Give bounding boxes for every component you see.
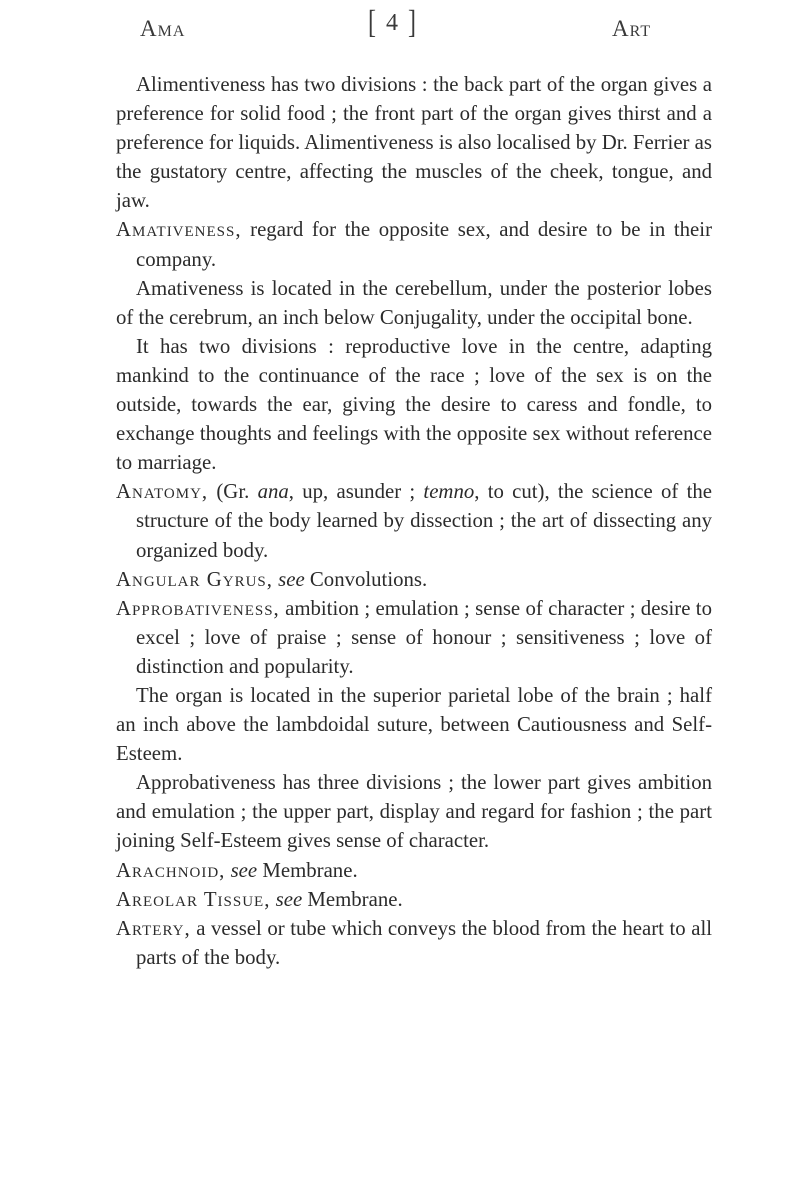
alimentiveness-paragraph: Alimentiveness has two divisions : the back part of the organ gives a preference for solid food ; the front part of the organ gives thirst and a preference for liquids. Alimentiveness is also localised by Dr. Ferrier as the gustatory centre, affecting the muscles of the cheek, tongue, and jaw. (116, 73, 713, 213)
entry-anatomy: Anatomy, (Gr. ana, up, asunder ; temno, to cut), the science of the structure of the body learned by dissection ; the art of dissecting any organized body. (116, 480, 712, 562)
page-number: [ 4 ] (368, 5, 418, 41)
amativeness-location-paragraph: Amativeness is located in the cerebellum, under the posterior lobes of the cerebrum, an inch below Conjugality, under the occipital bone. (116, 276, 712, 329)
header-right-guide-word: Art (612, 16, 652, 41)
entry-angular-gyrus: Angular Gyrus, see Convolutions. (116, 567, 428, 591)
entry-term: Arachnoid, (116, 858, 226, 882)
dictionary-entries (116, 70, 712, 972)
entry-term: Areolar Tissue, (116, 887, 271, 911)
amativeness-divisions-paragraph: It has two divisions : reproductive love in the centre, adapting mankind to the continuance of the race ; love of the sex is on the outside, towards the ear, giving the desire to caress and fondle, to exchange thoughts and feelings with the opposite sex without reference to marriage. (116, 334, 712, 475)
see-reference: see (225, 858, 258, 882)
see-reference: see (270, 887, 303, 911)
entry-amativeness: Amativeness, regard for the opposite sex, and desire to be in their company. (116, 218, 712, 271)
entry-term: Artery, (116, 916, 191, 940)
entry-approbativeness: Approbativeness, ambition ; emulation ; sense of character ; desire to excel ; love of praise ; sense of honour ; sensitiveness ; love of distinction and popularity. (116, 596, 712, 678)
entry-term: Anatomy, (116, 480, 209, 504)
entry-artery: Artery, a vessel or tube which conveys the blood from the heart to all parts of the body. (116, 916, 712, 969)
entry-areolar-tissue: Areolar Tissue, see Membrane. (116, 887, 403, 911)
header-left-guide-word: Ama (140, 16, 186, 41)
approbativeness-divisions-paragraph: Approbativeness has three divisions ; the lower part gives ambition and emulation ; the upper part, display and regard for fashion ; the part joining Self-Esteem gives sense of character. (116, 771, 712, 853)
entry-term: Approbativeness, (116, 596, 280, 620)
approbativeness-location-paragraph: The organ is located in the superior parietal lobe of the brain ; half an inch above the lambdoidal suture, between Cautiousness and Self-Esteem. (116, 683, 712, 766)
running-header (0, 5, 800, 50)
entry-term: Angular Gyrus, (116, 567, 273, 591)
see-reference: see (272, 567, 305, 591)
entry-term: Amativeness, (116, 218, 242, 242)
entry-arachnoid: Arachnoid, see Membrane. (116, 858, 358, 882)
